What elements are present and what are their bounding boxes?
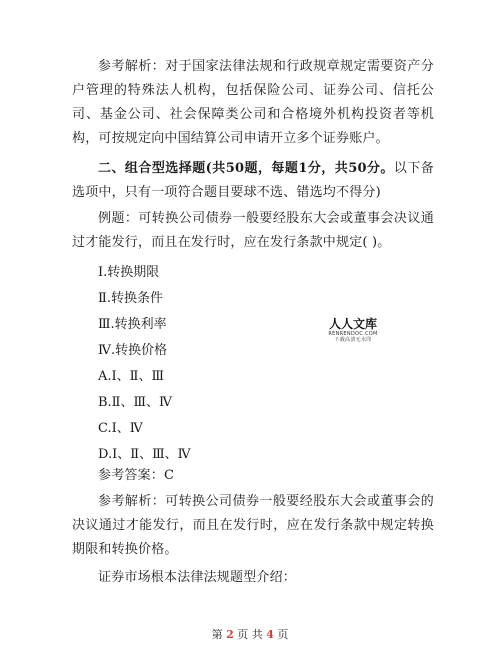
footer-prefix: 第 xyxy=(211,628,223,641)
watermark-domain: RENRENDOC.COM xyxy=(328,331,378,337)
watermark-logo xyxy=(323,318,383,343)
footer-middle: 页 共 xyxy=(237,628,263,641)
section-heading-bold: 二、组合型选择题(共50题，每题1分，共50分。 xyxy=(98,161,394,176)
answer-option-a: A.Ⅰ、Ⅱ、Ⅲ xyxy=(98,369,165,384)
footer-page-number: 2 xyxy=(226,628,234,641)
explanation-paragraph-2: 参考解析：可转换公司债券一般要经股东大会或董事会的决议通过才能发行，而且在发行时，应在发行条款中规定转换期限和转换价格。 xyxy=(72,494,434,557)
example-question-paragraph: 例题：可转换公司债券一般要经股东大会或董事会决议通过才能发行，而且在发行时，应在发行条款中规定( )。 xyxy=(72,211,434,250)
statement-item-3: Ⅲ.转换利率 xyxy=(98,317,167,332)
footer-total-pages: 4 xyxy=(266,628,274,641)
statement-item-2: Ⅱ.转换条件 xyxy=(98,291,163,306)
watermark-title: 人人文库 xyxy=(328,317,377,331)
section-intro-paragraph: 证券市场根本法律法规题型介绍： xyxy=(98,570,297,585)
section-heading-paragraph xyxy=(72,157,434,205)
statement-item-1: Ⅰ.转换期限 xyxy=(98,265,160,280)
answer-option-c: C.Ⅰ、Ⅳ xyxy=(98,421,143,436)
reference-answer: 参考答案：C xyxy=(98,468,175,483)
answer-option-b: B.Ⅱ、Ⅲ、Ⅳ xyxy=(98,395,173,410)
answer-option-d: D.Ⅰ、Ⅱ、Ⅲ、Ⅳ xyxy=(98,447,191,462)
explanation-paragraph-1: 参考解析：对于国家法律法规和行政规章规定需要资产分户管理的特殊法人机构，包括保险公司、证券公司、信托公司、基金公司、社会保障类公司和合格境外机构投资者等机构，可按规定向中国结算公司申请开立多个证券账户。 xyxy=(72,59,434,146)
watermark-slogan: 下载高清无水印 xyxy=(334,337,372,343)
page-footer xyxy=(0,628,500,642)
section-heading-rest: 以下备选项中，只有一项符合题目要球不选、错选均不得分) xyxy=(72,161,434,200)
statement-item-4: Ⅳ.转换价格 xyxy=(98,343,168,358)
footer-suffix: 页 xyxy=(277,628,289,641)
